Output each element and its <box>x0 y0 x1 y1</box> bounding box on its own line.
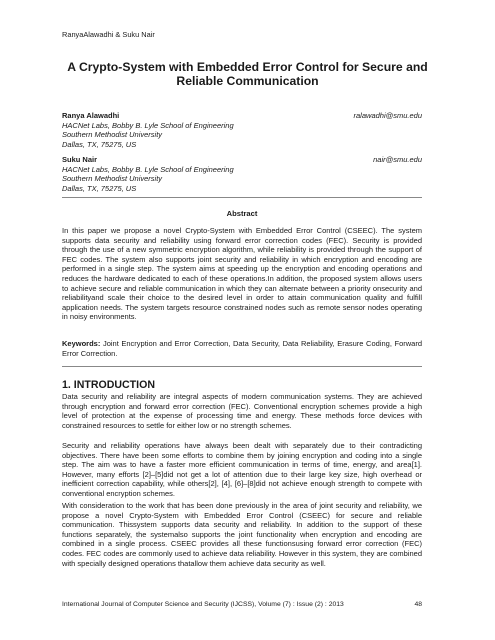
author-affiliation-line: HACNet Labs, Bobby B. Lyle School of Engineering <box>62 164 234 174</box>
running-head: RanyaAlawadhi & Suku Nair <box>62 30 155 39</box>
author-affiliation-line: HACNet Labs, Bobby B. Lyle School of Engineering <box>62 120 234 130</box>
author-affiliation-line: Southern Methodist University <box>62 130 163 139</box>
divider-rule <box>62 197 422 198</box>
keywords-label: Keywords: <box>62 339 101 348</box>
abstract-heading: Abstract <box>226 209 258 218</box>
author-email: nair@smu.edu <box>373 155 422 164</box>
author-block-1 <box>62 111 422 149</box>
intro-paragraph-3: With consideration to the work that has been done previously in the area of joint security and reliability, we propose a novel Crypto-System with Embedded Error Control (CSEEC) for secure and reliable communication. Thissystem supports data security and reliability. In addition to the support of these functions separately, the systemalso supports the joint functionality when encryption and encoding are combined in a single process. CSEEC provides all these functionsusing forward error correction (FEC) codes. FEC codes are commonly used to achieve data reliability. However in this system, they are combined with specially designed operations thatallow them achieve data security as well. <box>62 501 422 568</box>
paper-title: A Crypto-System with Embedded Error Control for Secure and Reliable Communication <box>67 60 428 88</box>
author-affiliation-line: Southern Methodist University <box>62 174 163 183</box>
author-name: Ranya Alawadhi <box>62 111 120 120</box>
intro-paragraph-1: Data security and reliability are integral aspects of modern communication systems. They are achieved through encryption and forward error correction (FEC). Conventional encryption schemes provide a high level of protection at the expense of processing time and energy. These methods force devices with constrained resources to settle for either low or no strength schemes. <box>62 392 422 430</box>
page-footer <box>62 601 422 608</box>
abstract-body: In this paper we propose a novel Crypto-System with Embedded Error Control (CSEEC). The system supports data security and reliability using forward error correction codes (FEC). Security is provided through the use of a new symmetric encryption algorithm, while reliability is provided through the support of FEC codes. The system also supports joint security and reliability in which encryption and encoding are performed in a single step. The system aims at speeding up the encryption and encoding operations and reduces the hardware dedicated to each of these operations.In addition, the proposed system allows users to achieve secure and reliable communication in which they can alternate between a priority onsecurity and reliabilityand scale their choice to the desired level in order to attain communication quality and fulfill application needs. The system targets resource constrained nodes such as remote sensor nodes operating in noisy environments. <box>62 226 422 322</box>
intro-paragraph-2: Security and reliability operations have always been dealt with separately due to their contradicting objectives. There have been some efforts to combine them by joining encryption and coding into a single step. The aim was to have a faster more efficient communication in terms of time, energy, and area[1]. However, many efforts [2]–[5]did not get a lot of attention due to their large key size, high overhead or inefficient correction capability, while others[2], [4], [6]–[8]did not achieve enough strength to compete with conventional encryption schemes. <box>62 441 422 498</box>
author-block-2 <box>62 155 422 193</box>
author-affiliation-line: Dallas, TX, 75275, US <box>62 183 137 193</box>
divider-rule <box>62 366 422 367</box>
page-number: 48 <box>414 601 422 608</box>
section-heading: 1. INTRODUCTION <box>62 379 155 391</box>
journal-citation: International Journal of Computer Science and Security (IJCSS), Volume (7) : Issue (2) : 2013 <box>62 601 344 608</box>
keywords-text: Joint Encryption and Error Correction, Data Security, Data Reliability, Erasure Coding, Forward Error Correction. <box>62 339 422 358</box>
keywords <box>62 339 422 358</box>
author-email: ralawadhi@smu.edu <box>353 111 422 120</box>
author-name: Suku Nair <box>62 155 98 164</box>
author-affiliation-line: Dallas, TX, 75275, US <box>62 139 137 149</box>
